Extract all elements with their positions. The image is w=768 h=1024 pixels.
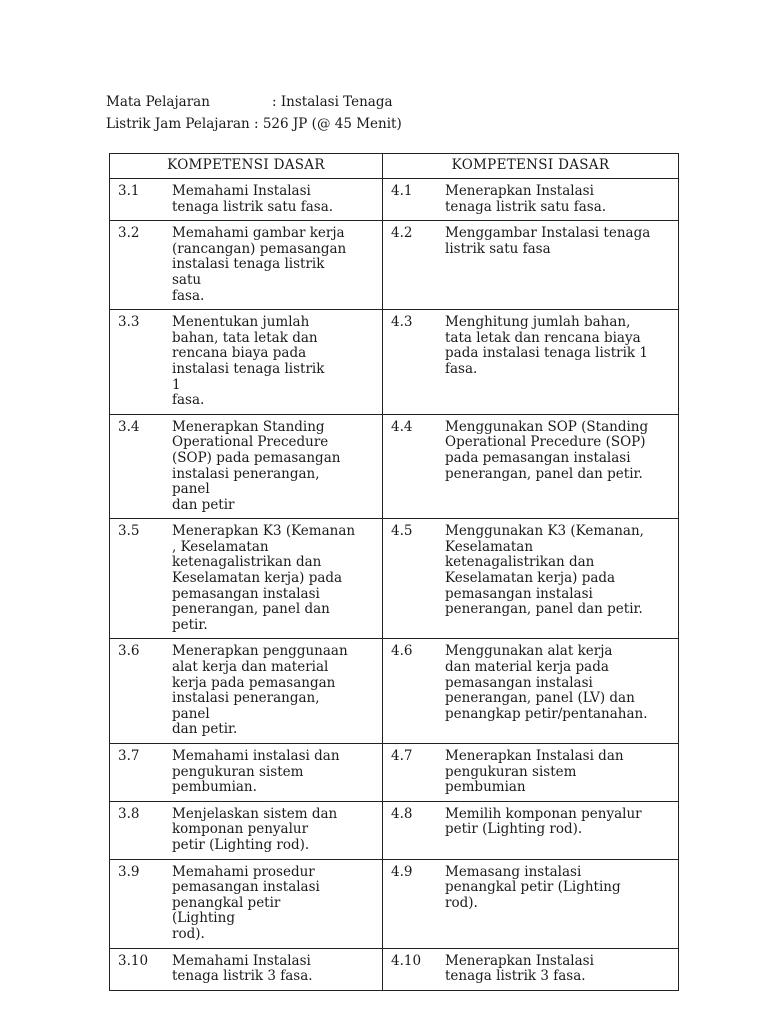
competency-text: Menggunakan K3 (Kemanan, Keselamatan ketenagalistrikan dan Keselamatan kerja) pada pemasangan instalasi penerangan, panel dan petir. — [445, 523, 644, 618]
competency-skill-cell — [383, 221, 679, 310]
competency-knowledge-cell — [110, 179, 383, 221]
competency-text: Menggunakan alat kerja dan material kerja pada pemasangan instalasi penerangan, panel (LV) dan penangkap petir/pentanahan. — [445, 643, 648, 722]
table-body — [110, 179, 679, 991]
competency-number: 4.3 — [391, 314, 413, 331]
table-row — [110, 948, 679, 990]
subject-label: Mata Pelajaran — [106, 94, 210, 110]
competency-text: Menjelaskan sistem dan komponan penyalur petir (Lighting rod). — [172, 805, 338, 853]
table-row — [110, 801, 679, 859]
competency-number: 4.6 — [391, 643, 413, 660]
competency-number: 4.10 — [391, 952, 422, 969]
competency-number: 4.9 — [391, 863, 413, 880]
hours-row — [106, 113, 402, 135]
competency-number: 3.2 — [118, 225, 140, 242]
column-header-kd-4: KOMPETENSI DASAR — [383, 154, 679, 179]
competency-skill-cell — [383, 639, 679, 744]
table-row — [110, 179, 679, 221]
competency-knowledge-cell — [110, 744, 383, 802]
competency-knowledge-cell — [110, 801, 383, 859]
competency-knowledge-cell — [110, 519, 383, 639]
competency-number: 3.5 — [118, 523, 140, 540]
column-header-kd-3: KOMPETENSI DASAR — [110, 154, 383, 179]
competency-knowledge-cell — [110, 414, 383, 519]
table-row — [110, 221, 679, 310]
competency-text: Menerapkan K3 (Kemanan , Keselamatan ketenagalistrikan dan Keselamatan kerja) pada pemasangan instalasi penerangan, panel dan petir. — [172, 523, 356, 633]
table-row — [110, 744, 679, 802]
competency-number: 3.3 — [118, 314, 140, 331]
competency-text: Menggunakan SOP (Standing Operational Precedure (SOP) pada pemasangan instalasi penerangan, panel dan petir. — [445, 418, 649, 482]
competency-skill-cell — [383, 519, 679, 639]
competency-knowledge-cell — [110, 639, 383, 744]
competency-number: 3.1 — [118, 183, 140, 199]
competency-text: Memahami Instalasi tenaga listrik satu fasa. — [172, 183, 334, 215]
subject-row — [106, 91, 402, 113]
competency-knowledge-cell — [110, 221, 383, 310]
competency-text: Menghitung jumlah bahan, tata letak dan rencana biaya pada instalasi tenaga listrik 1 fasa. — [445, 314, 648, 377]
competency-skill-cell — [383, 310, 679, 415]
competency-text: Menerapkan penggunaan alat kerja dan material kerja pada pemasangan instalasi penerangan, panel dan petir. — [172, 643, 348, 738]
competency-number: 3.6 — [118, 643, 140, 660]
table-header-row — [110, 154, 679, 179]
competency-number: 3.10 — [118, 952, 149, 969]
competency-skill-cell — [383, 801, 679, 859]
competency-number: 4.8 — [391, 805, 413, 822]
competency-number: 4.5 — [391, 523, 413, 540]
competency-number: 3.9 — [118, 863, 140, 880]
competency-number: 4.1 — [391, 183, 413, 199]
competency-knowledge-cell — [110, 310, 383, 415]
competency-table — [109, 153, 679, 991]
competency-skill-cell — [383, 179, 679, 221]
competency-text: Memasang instalasi penangkal petir (Lighting rod). — [445, 863, 621, 911]
competency-number: 3.4 — [118, 418, 140, 435]
competency-text: Memahami instalasi dan pengukuran sistem pembumian. — [172, 748, 340, 796]
competency-number: 3.8 — [118, 805, 140, 822]
table-row — [110, 859, 679, 948]
competency-skill-cell — [383, 744, 679, 802]
table-row — [110, 310, 679, 415]
competency-skill-cell — [383, 948, 679, 990]
competency-text: Menerapkan Instalasi dan pengukuran sistem pembumian — [445, 748, 624, 796]
competency-text: Menerapkan Standing Operational Precedure (SOP) pada pemasangan instalasi penerangan, panel dan petir — [172, 418, 341, 513]
competency-text: Memahami prosedur pemasangan instalasi penangkal petir (Lighting rod). — [172, 863, 320, 942]
competency-knowledge-cell — [110, 859, 383, 948]
competency-skill-cell — [383, 859, 679, 948]
competency-text: Memahami gambar kerja (rancangan) pemasangan instalasi tenaga listrik satu fasa. — [172, 225, 347, 304]
competency-text: Menentukan jumlah bahan, tata letak dan rencana biaya pada instalasi tenaga listrik 1 fasa. — [172, 314, 325, 409]
table-row — [110, 414, 679, 519]
competency-number: 4.7 — [391, 748, 413, 764]
hours-label: Listrik Jam Pelajaran — [106, 116, 250, 132]
competency-text: Memahami Instalasi tenaga listrik 3 fasa. — [172, 952, 313, 985]
competency-text: Menggambar Instalasi tenaga listrik satu fasa — [445, 225, 651, 257]
competency-text: Menerapkan Instalasi tenaga listrik satu fasa. — [445, 183, 607, 215]
table-row — [110, 519, 679, 639]
hours-value: : 526 JP (@ 45 Menit) — [254, 116, 402, 132]
subject-header — [106, 91, 402, 135]
competency-number: 3.7 — [118, 748, 140, 764]
competency-number: 4.2 — [391, 225, 413, 242]
competency-number: 4.4 — [391, 418, 413, 435]
competency-text: Memilih komponan penyalur petir (Lighting rod). — [445, 805, 642, 838]
subject-value: : Instalasi Tenaga — [272, 94, 393, 110]
table-row — [110, 639, 679, 744]
competency-text: Menerapkan Instalasi tenaga listrik 3 fasa. — [445, 952, 594, 985]
competency-skill-cell — [383, 414, 679, 519]
competency-knowledge-cell — [110, 948, 383, 990]
